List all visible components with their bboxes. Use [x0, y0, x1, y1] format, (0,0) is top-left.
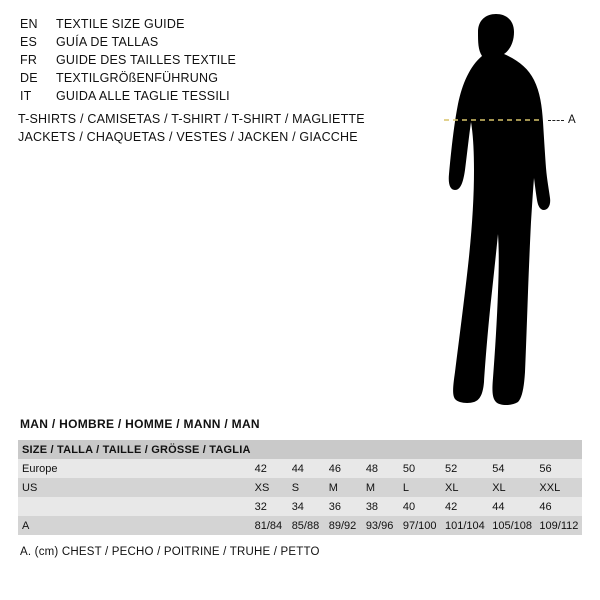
row-cell: 105/108 — [488, 516, 535, 535]
row-cell: 46 — [325, 459, 362, 478]
language-code: FR — [20, 53, 38, 67]
row-cell: 38 — [362, 497, 399, 516]
table-header-spacer — [362, 440, 399, 459]
row-cell: M — [362, 478, 399, 497]
man-figure — [400, 10, 600, 410]
language-text: TEXTILGRÖßENFÜHRUNG — [56, 71, 219, 85]
row-cell: 85/88 — [288, 516, 325, 535]
footnote: A. (cm) CHEST / PECHO / POITRINE / TRUHE / PETTO — [20, 546, 320, 558]
table-row — [18, 497, 582, 516]
table-row — [18, 478, 582, 497]
row-cell: 93/96 — [362, 516, 399, 535]
language-code: IT — [20, 89, 32, 103]
row-cell: 81/84 — [251, 516, 288, 535]
row-cell: 48 — [362, 459, 399, 478]
row-cell: 50 — [399, 459, 441, 478]
row-cell: 34 — [288, 497, 325, 516]
language-row — [20, 17, 400, 35]
table-header-spacer — [251, 440, 288, 459]
category-line-tshirts: T-SHIRTS / CAMISETAS / T-SHIRT / T-SHIRT / MAGLIETTE — [18, 112, 365, 126]
row-cell: 44 — [288, 459, 325, 478]
language-list — [20, 17, 400, 107]
table-header-spacer — [441, 440, 488, 459]
row-cell: L — [399, 478, 441, 497]
language-text: GUÍA DE TALLAS — [56, 35, 159, 49]
row-label: Europe — [18, 459, 251, 478]
row-label: US — [18, 478, 251, 497]
table-header-spacer — [288, 440, 325, 459]
man-silhouette-icon — [400, 10, 600, 410]
measure-label-a: A — [568, 114, 577, 126]
measure-leader-line — [548, 120, 564, 121]
language-text: GUIDE DES TAILLES TEXTILE — [56, 53, 237, 67]
language-row — [20, 35, 400, 53]
table-title: MAN / HOMBRE / HOMME / MANN / MAN — [20, 417, 260, 431]
table-header-spacer — [535, 440, 582, 459]
row-cell: M — [325, 478, 362, 497]
row-cell: S — [288, 478, 325, 497]
table-header-row — [18, 440, 582, 459]
language-row — [20, 53, 400, 71]
language-code: EN — [20, 17, 38, 31]
category-line-jackets: JACKETS / CHAQUETAS / VESTES / JACKEN / GIACCHE — [18, 130, 358, 144]
row-cell: 32 — [251, 497, 288, 516]
language-code: DE — [20, 71, 38, 85]
row-cell: 52 — [441, 459, 488, 478]
row-label: A — [18, 516, 251, 535]
table-header-spacer — [325, 440, 362, 459]
table-row — [18, 459, 582, 478]
row-cell: 101/104 — [441, 516, 488, 535]
table-header-label: SIZE / TALLA / TAILLE / GRÖSSE / TAGLIA — [18, 440, 251, 459]
row-cell: XXL — [535, 478, 582, 497]
row-cell: 36 — [325, 497, 362, 516]
row-cell: 89/92 — [325, 516, 362, 535]
table-row — [18, 516, 582, 535]
row-cell: XL — [441, 478, 488, 497]
language-text: TEXTILE SIZE GUIDE — [56, 17, 185, 31]
language-code: ES — [20, 35, 38, 49]
row-cell: 109/112 — [535, 516, 582, 535]
table-header-spacer — [488, 440, 535, 459]
row-cell: XS — [251, 478, 288, 497]
row-cell: 46 — [535, 497, 582, 516]
row-cell: XL — [488, 478, 535, 497]
row-cell: 42 — [441, 497, 488, 516]
row-cell: 42 — [251, 459, 288, 478]
language-row — [20, 71, 400, 89]
table-header-spacer — [399, 440, 441, 459]
row-cell: 44 — [488, 497, 535, 516]
row-cell: 54 — [488, 459, 535, 478]
row-cell: 97/100 — [399, 516, 441, 535]
row-label — [18, 497, 251, 516]
language-row — [20, 89, 400, 107]
language-text: GUIDA ALLE TAGLIE TESSILI — [56, 89, 230, 103]
category-list — [18, 110, 418, 146]
row-cell: 56 — [535, 459, 582, 478]
size-table — [18, 440, 582, 535]
row-cell: 40 — [399, 497, 441, 516]
